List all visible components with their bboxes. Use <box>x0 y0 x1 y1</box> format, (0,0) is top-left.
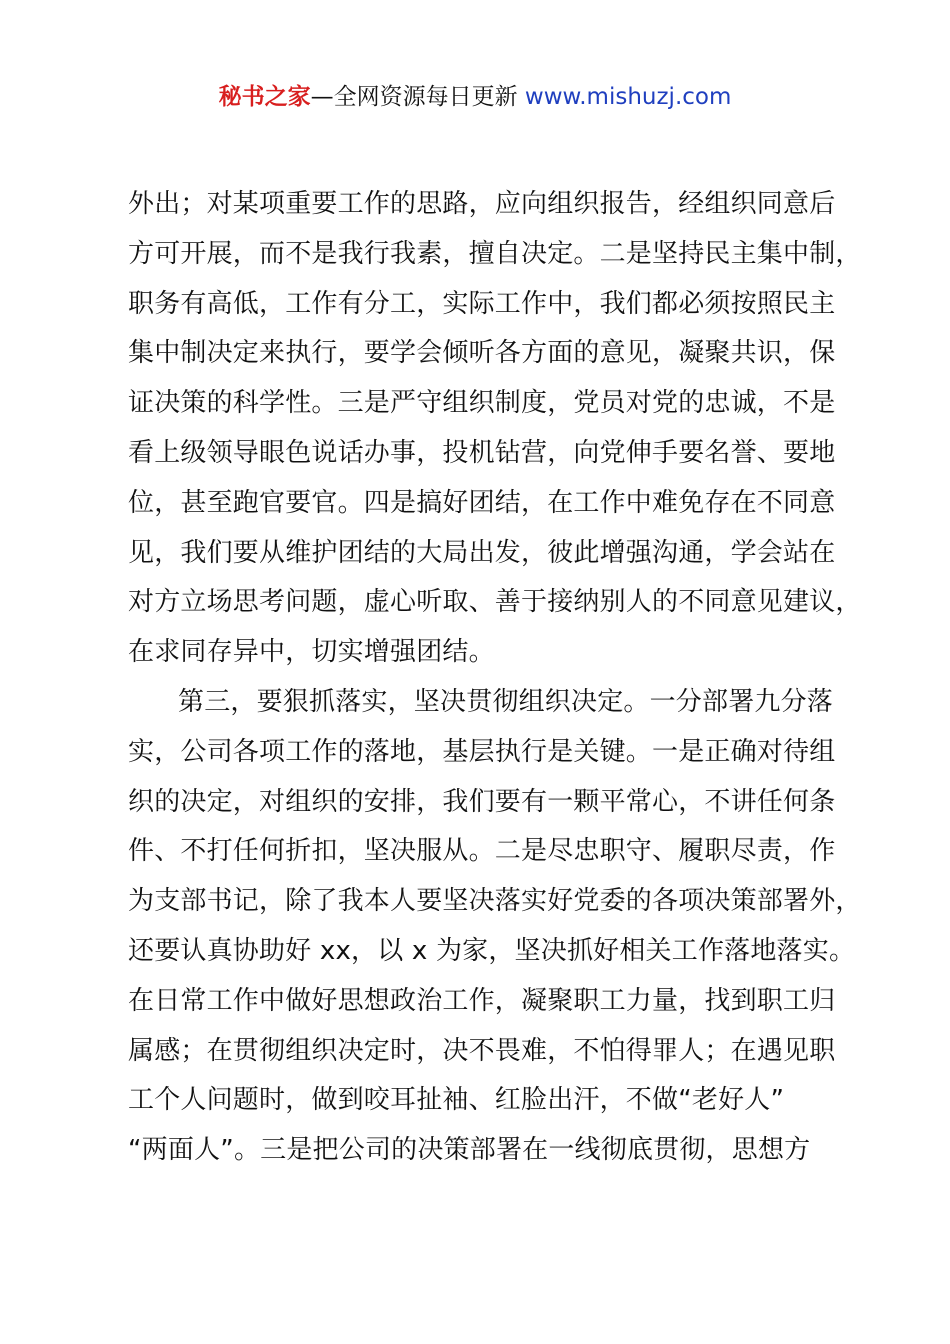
text-line: 织的决定，对组织的安排，我们要有一颗平常心，不讲任何条 <box>128 786 836 817</box>
text-line: 集中制决定来执行，要学会倾听各方面的意见，凝聚共识，保 <box>128 338 836 369</box>
text-line: 职务有高低，工作有分工，实际工作中，我们都必须按照民主 <box>128 288 836 319</box>
text-line: 见，我们要从维护团结的大局出发，彼此增强沟通，学会站在 <box>128 537 836 568</box>
paragraph-start-line: 第三，要狠抓落实，坚决贯彻组织决定。一分部署九分落 <box>178 686 834 717</box>
text-line: 工个人问题时，做到咬耳扯袖、红脸出汗，不做“老好人” <box>128 1085 785 1116</box>
site-url-link[interactable]: www.mishuzj.com <box>524 84 732 110</box>
text-line: 在求同存异中，切实增强团结。 <box>128 637 495 668</box>
text-line: 位，甚至跑官要官。四是搞好团结，在工作中难免存在不同意 <box>128 487 836 518</box>
text-line: 还要认真协助好 xx，以 x 为家，坚决抓好相关工作落地落实。 <box>128 935 856 966</box>
text-line: 实，公司各项工作的落地，基层执行是关键。一是正确对待组 <box>128 736 836 767</box>
text-line: 外出；对某项重要工作的思路，应向组织报告，经组织同意后 <box>128 189 836 219</box>
text-line: 在日常工作中做好思想政治工作，凝聚职工力量，找到职工归 <box>128 985 836 1016</box>
site-header <box>0 80 950 114</box>
text-line: “两面人”。三是把公司的决策部署在一线彻底贯彻，思想方 <box>128 1135 811 1166</box>
document-body <box>128 180 862 1176</box>
text-line: 证决策的科学性。三是严守组织制度，党员对党的忠诚，不是 <box>128 388 836 419</box>
text-line: 为支部书记，除了我本人要坚决落实好党委的各项决策部署外， <box>128 886 862 917</box>
brand-name: 秘书之家 <box>218 84 311 110</box>
text-line: 方可开展，而不是我行我素，擅自决定。二是坚持民主集中制， <box>128 238 862 269</box>
text-line: 属感；在贯彻组织决定时，决不畏难，不怕得罪人；在遇见职 <box>128 1035 836 1066</box>
text-line: 对方立场思考问题，虚心听取、善于接纳别人的不同意见建议， <box>128 587 862 618</box>
text-line: 看上级领导眼色说话办事，投机钻营，向党伸手要名誉、要地 <box>128 437 836 468</box>
text-line: 件、不打任何折扣，坚决服从。二是尽忠职守、履职尽责，作 <box>128 836 836 867</box>
site-tagline: —全网资源每日更新 <box>310 84 525 110</box>
